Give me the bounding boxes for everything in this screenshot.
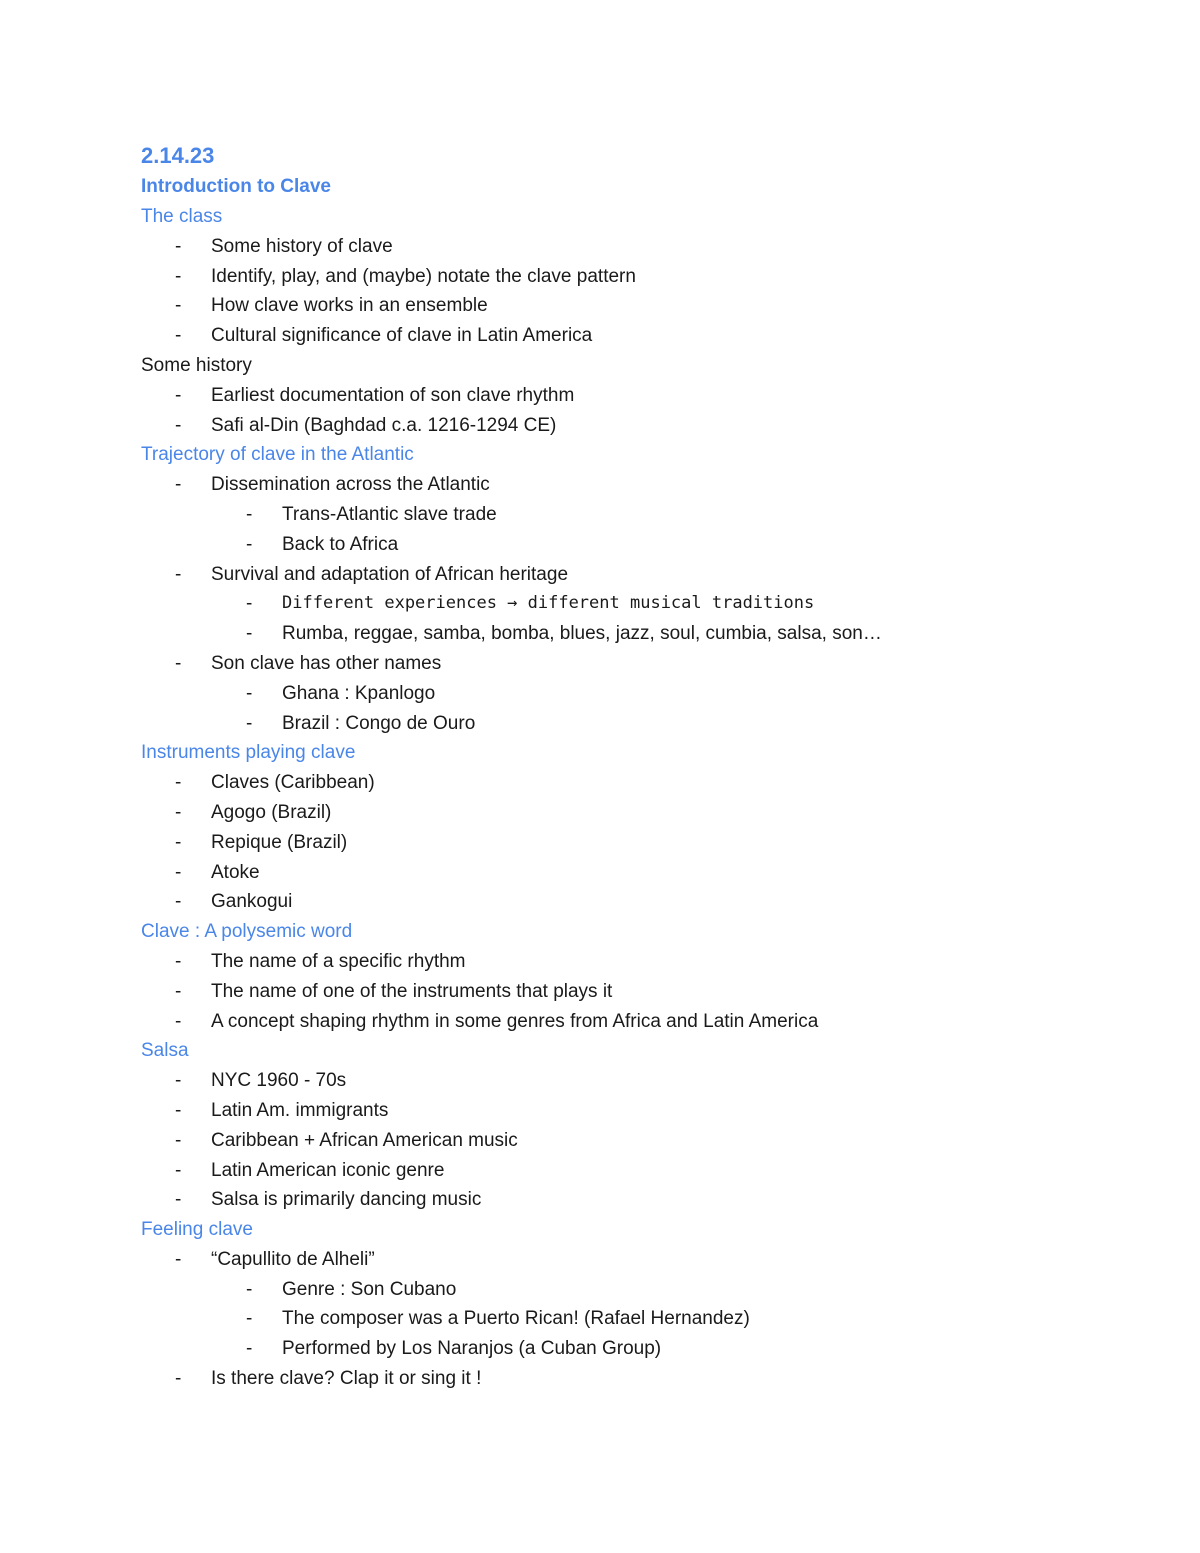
list-item: - A concept shaping rhythm in some genres from Africa and Latin America xyxy=(141,1007,1141,1037)
list-item: - Gankogui xyxy=(141,887,1141,917)
bullet-dash: - xyxy=(175,1189,182,1211)
section-heading-some-history: Some history xyxy=(141,354,252,376)
list-item: - Earliest documentation of son clave rhythm xyxy=(141,381,1141,411)
list-item: - Son clave has other names xyxy=(141,649,1141,679)
list-item: - The name of one of the instruments that plays it xyxy=(141,977,1141,1007)
bullet-dash: - xyxy=(175,384,182,406)
bullet-dash: - xyxy=(175,1159,182,1181)
bullet-dash: - xyxy=(246,623,253,645)
bullet-dash: - xyxy=(175,950,182,972)
bullet-dash: - xyxy=(175,1070,182,1092)
list-item: - Claves (Caribbean) xyxy=(141,768,1141,798)
bullet-dash: - xyxy=(246,593,253,615)
bullet-dash: - xyxy=(175,980,182,1002)
bullet-dash: - xyxy=(175,1099,182,1121)
section-heading-feeling-clave: Feeling clave xyxy=(141,1219,253,1241)
bullet-dash: - xyxy=(175,1368,182,1390)
section-heading-polysemic: Clave : A polysemic word xyxy=(141,921,353,943)
sub-list-item: - Back to Africa xyxy=(141,530,1141,560)
section-heading-instruments: Instruments playing clave xyxy=(141,742,356,764)
section-heading-trajectory: Trajectory of clave in the Atlantic xyxy=(141,444,414,466)
bullet-dash: - xyxy=(175,414,182,436)
bullet-dash: - xyxy=(175,1248,182,1270)
sub-list-item: - Rumba, reggae, samba, bomba, blues, jazz, soul, cumbia, salsa, son… xyxy=(141,619,1141,649)
list-item: - Cultural significance of clave in Latin America xyxy=(141,321,1141,351)
list-item: - The name of a specific rhythm xyxy=(141,947,1141,977)
bullet-dash: - xyxy=(175,325,182,347)
list-item: - Some history of clave xyxy=(141,232,1141,262)
bullet-dash: - xyxy=(246,712,253,734)
sub-list-item: - Genre : Son Cubano xyxy=(141,1275,1141,1305)
list-item: - Is there clave? Clap it or sing it ! xyxy=(141,1364,1141,1394)
list-item: - Caribbean + African American music xyxy=(141,1126,1141,1156)
bullet-dash: - xyxy=(175,1010,182,1032)
bullet-dash: - xyxy=(175,861,182,883)
bullet-dash: - xyxy=(175,235,182,257)
list-item: - Dissemination across the Atlantic xyxy=(141,470,1141,500)
bullet-dash: - xyxy=(175,1129,182,1151)
bullet-dash: - xyxy=(246,682,253,704)
section-heading-the-class: The class xyxy=(141,206,223,227)
list-item: - “Capullito de Alheli” xyxy=(141,1245,1141,1275)
bullet-dash: - xyxy=(246,1308,253,1330)
sub-list-item: - Different experiences → different musical traditions xyxy=(141,589,1141,619)
list-item: - Latin American iconic genre xyxy=(141,1156,1141,1186)
list-item: - Survival and adaptation of African heritage xyxy=(141,560,1141,590)
list-item: - Identify, play, and (maybe) notate the clave pattern xyxy=(141,262,1141,292)
list-item: - Agogo (Brazil) xyxy=(141,798,1141,828)
list-item: - Safi al-Din (Baghdad c.a. 1216-1294 CE) xyxy=(141,411,1141,441)
sub-list-item: - Ghana : Kpanlogo xyxy=(141,679,1141,709)
bullet-dash: - xyxy=(246,1278,253,1300)
bullet-dash: - xyxy=(175,891,182,913)
section-heading-salsa: Salsa xyxy=(141,1040,189,1062)
bullet-dash: - xyxy=(175,265,182,287)
list-item: - Repique (Brazil) xyxy=(141,828,1141,858)
notes-content xyxy=(141,140,1141,1394)
list-item: - Salsa is primarily dancing music xyxy=(141,1185,1141,1215)
bullet-dash: - xyxy=(175,831,182,853)
bullet-dash: - xyxy=(175,563,182,585)
bullet-dash: - xyxy=(175,295,182,317)
list-item: - How clave works in an ensemble xyxy=(141,291,1141,321)
sub-list-item: - Performed by Los Naranjos (a Cuban Group) xyxy=(141,1334,1141,1364)
note-date: 2.14.23 xyxy=(141,143,215,168)
sub-list-item: - The composer was a Puerto Rican! (Rafael Hernandez) xyxy=(141,1304,1141,1334)
list-item: - Atoke xyxy=(141,858,1141,888)
bullet-dash: - xyxy=(246,1338,253,1360)
list-item: - NYC 1960 - 70s xyxy=(141,1066,1141,1096)
bullet-dash: - xyxy=(246,533,253,555)
bullet-dash: - xyxy=(175,652,182,674)
bullet-dash: - xyxy=(175,801,182,823)
bullet-dash: - xyxy=(246,503,253,525)
sub-list-item: - Brazil : Congo de Ouro xyxy=(141,709,1141,739)
bullet-dash: - xyxy=(175,474,182,496)
sub-list-item: - Trans-Atlantic slave trade xyxy=(141,500,1141,530)
note-title: Introduction to Clave xyxy=(141,176,331,197)
list-item: - Latin Am. immigrants xyxy=(141,1096,1141,1126)
bullet-dash: - xyxy=(175,772,182,794)
